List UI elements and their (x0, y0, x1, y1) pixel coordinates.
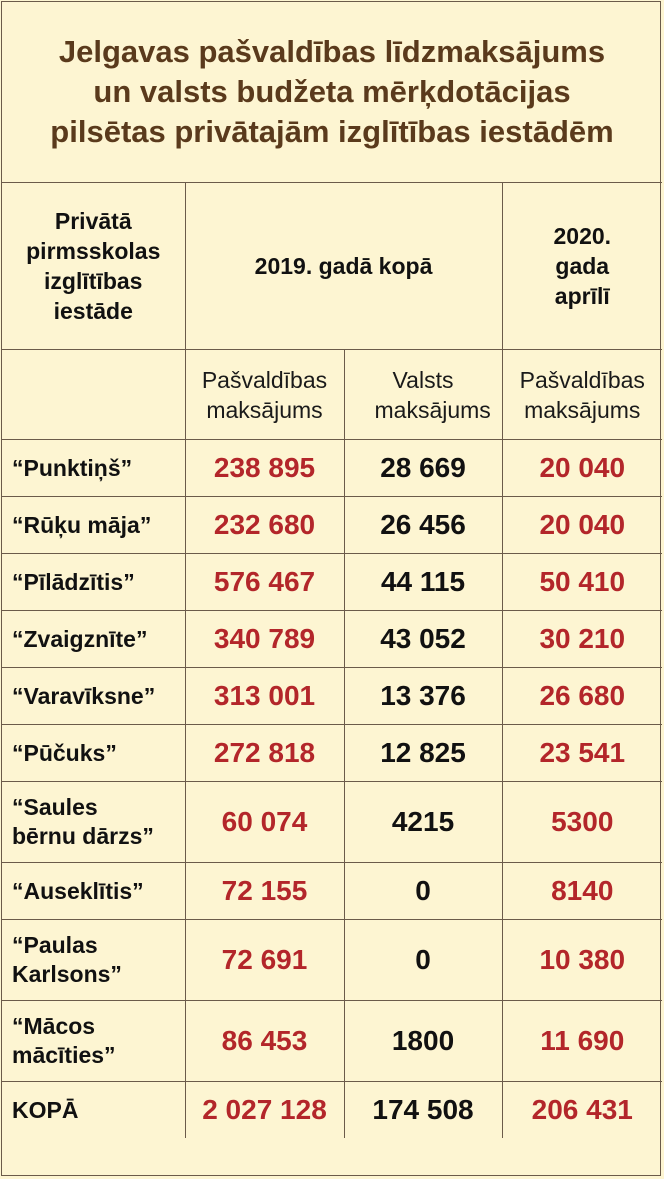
header-row (2, 183, 662, 350)
table-row (2, 668, 662, 725)
municipal-2019-value: 238 895 (185, 440, 344, 497)
municipal-2020-value: 30 210 (502, 611, 662, 668)
state-2019-value: 13 376 (344, 668, 502, 725)
institution-name: “Varavīksne” (2, 668, 185, 725)
table-row (2, 497, 662, 554)
total-municipal-2020: 206 431 (502, 1082, 662, 1139)
state-2019-value: 0 (344, 863, 502, 920)
institution-name: “Punktiņš” (2, 440, 185, 497)
municipal-2019-value: 576 467 (185, 554, 344, 611)
title-line-1: Jelgavas pašvaldības līdzmaksājums (58, 34, 606, 69)
title-line-3: pilsētas privātajām izglītības iestādēm (50, 114, 614, 149)
subheader-municipal-2020: Pašvaldības maksājums (502, 350, 662, 440)
table-row (2, 440, 662, 497)
state-2019-value: 28 669 (344, 440, 502, 497)
institution-name: “Paulas Karlsons” (2, 920, 185, 1001)
municipal-2020-value: 11 690 (502, 1001, 662, 1082)
table-row (2, 782, 662, 863)
payments-table (2, 183, 662, 1138)
total-state-2019: 174 508 (344, 1082, 502, 1139)
municipal-2020-value: 20 040 (502, 440, 662, 497)
state-2019-value: 0 (344, 920, 502, 1001)
subheader-state-2019: Valsts maksājums (344, 350, 502, 440)
municipal-2019-value: 232 680 (185, 497, 344, 554)
municipal-2019-value: 340 789 (185, 611, 344, 668)
institution-name: “Rūķu māja” (2, 497, 185, 554)
table-row (2, 725, 662, 782)
state-2019-value: 1800 (344, 1001, 502, 1082)
state-2019-value: 26 456 (344, 497, 502, 554)
municipal-2019-value: 313 001 (185, 668, 344, 725)
table-row (2, 920, 662, 1001)
institution-name: “Pīlādzītis” (2, 554, 185, 611)
table-row (2, 611, 662, 668)
municipal-2020-value: 20 040 (502, 497, 662, 554)
municipal-2020-value: 26 680 (502, 668, 662, 725)
municipal-2020-value: 23 541 (502, 725, 662, 782)
state-2019-value: 4215 (344, 782, 502, 863)
municipal-2019-value: 60 074 (185, 782, 344, 863)
infographic-table (1, 1, 661, 1176)
municipal-2019-value: 86 453 (185, 1001, 344, 1082)
title-line-2: un valsts budžeta mērķdotācijas (93, 74, 571, 109)
municipal-2020-value: 8140 (502, 863, 662, 920)
total-row (2, 1082, 662, 1139)
header-2020: 2020. gada aprīlī (502, 183, 662, 350)
subheader-empty (2, 350, 185, 440)
institution-name: “Saules bērnu dārzs” (2, 782, 185, 863)
municipal-2020-value: 5300 (502, 782, 662, 863)
state-2019-value: 44 115 (344, 554, 502, 611)
header-2019: 2019. gadā kopā (185, 183, 502, 350)
total-label: KOPĀ (2, 1082, 185, 1139)
header-institution: Privātā pirmsskolas izglītības iestāde (2, 183, 185, 350)
table-row (2, 1001, 662, 1082)
municipal-2019-value: 72 155 (185, 863, 344, 920)
municipal-2019-value: 272 818 (185, 725, 344, 782)
municipal-2020-value: 50 410 (502, 554, 662, 611)
subheader-row (2, 350, 662, 440)
subheader-municipal-2019: Pašvaldības maksājums (185, 350, 344, 440)
table-row (2, 863, 662, 920)
municipal-2019-value: 72 691 (185, 920, 344, 1001)
table-row (2, 554, 662, 611)
institution-name: “Pūčuks” (2, 725, 185, 782)
state-2019-value: 12 825 (344, 725, 502, 782)
table-title (2, 2, 662, 183)
institution-name: “Auseklītis” (2, 863, 185, 920)
institution-name: “Zvaigznīte” (2, 611, 185, 668)
state-2019-value: 43 052 (344, 611, 502, 668)
total-municipal-2019: 2 027 128 (185, 1082, 344, 1139)
municipal-2020-value: 10 380 (502, 920, 662, 1001)
institution-name: “Mācos mācīties” (2, 1001, 185, 1082)
